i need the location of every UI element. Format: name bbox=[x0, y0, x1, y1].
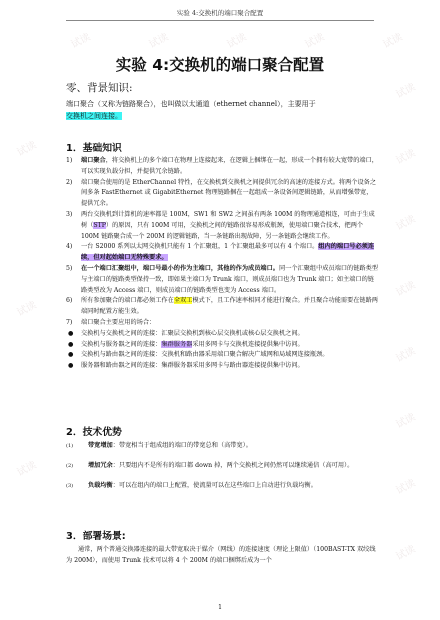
highlighted-text: 交换机之间连接。 bbox=[66, 112, 122, 120]
item-text: 两台交换机到计算机的速率都是 100M，SW1 和 SW2 之间虽有两条 100M 的物理通道相连，可由于生成树（ bbox=[81, 210, 375, 229]
bold-term: 增加冗余 bbox=[88, 461, 113, 469]
section-heading-advantages: 2．技术优势 bbox=[66, 427, 122, 438]
item-number: (1) bbox=[66, 443, 74, 449]
bold-term: 负载均衡 bbox=[88, 481, 113, 489]
advantages-list bbox=[66, 441, 378, 491]
watermark: 试读 bbox=[394, 213, 418, 233]
page-number: 1 bbox=[218, 604, 222, 611]
bullet-item bbox=[66, 329, 378, 340]
item-text: 交换机与交换机之间的连接：汇聚层交换机到核心层交换机或核心层交换机之间。 bbox=[81, 329, 304, 337]
item-text: 同一个汇聚组中成员端口的链路类型与主端口的链路类型保持一致，即如果主端口为 Trunk 端口，则成员端口也为 Trunk 端口；如主端口的链路类型改为 Access 端口，则成员端口的链路类型也变为 Access 端口。 bbox=[81, 264, 378, 294]
item-number: 5) bbox=[66, 264, 73, 272]
section-heading-basics: 1．基础知识 bbox=[66, 143, 122, 154]
highlighted-text: 组内的端口号必须连续，但对起始端口无特殊要求。 bbox=[81, 243, 375, 262]
bullet-icon: ● bbox=[68, 329, 74, 337]
basics-list bbox=[66, 156, 378, 372]
bullet-icon: ● bbox=[68, 362, 74, 370]
list-item bbox=[66, 481, 378, 492]
bold-term: 带宽增加 bbox=[88, 442, 113, 449]
watermark: 试读 bbox=[69, 31, 93, 51]
item-text: ：只要组内不是所有的端口都 down 掉，两个交换机之间仍然可以继续通信（高可用）。 bbox=[112, 461, 354, 469]
item-text: 交换机与路由器之间的连接：交换机和路由器采用端口聚合解决广域网和局域网连接瓶颈。 bbox=[81, 351, 329, 359]
item-text: ，将交换机上的多个端口在物理上连接起来，在逻辑上捆绑在一起，形成一个拥有较大宽带的端口，可以实现负载分担，并提供冗余链路。 bbox=[81, 157, 378, 175]
item-text: 交换机与服务器之间的连接： bbox=[81, 340, 162, 348]
item-text: 端口聚合使用的是 EtherChannel 特性，在交换机到交换机之间提供冗余的高速的连接方式。将两个设备之间多条 FastEthernet 或 GigabitEthernet 物理链路捆在一起组成一条设备间逻辑链路，从而增强带宽，提供冗余。 bbox=[81, 178, 377, 208]
highlighted-text: 集群服务器 bbox=[161, 340, 193, 348]
item-text: 端口聚合主要应用的场合： bbox=[81, 318, 156, 326]
list-item bbox=[66, 296, 378, 318]
list-item bbox=[66, 318, 378, 329]
list-item bbox=[66, 210, 378, 242]
list-item bbox=[66, 178, 378, 210]
watermark: 试读 bbox=[394, 477, 418, 497]
item-number: 7) bbox=[66, 318, 73, 326]
watermark: 试读 bbox=[394, 81, 418, 101]
list-item bbox=[66, 242, 378, 264]
bullet-item bbox=[66, 340, 378, 351]
page-title: 实验 4:交换机的端口聚合配置 bbox=[115, 56, 325, 74]
list-item bbox=[66, 156, 378, 178]
item-text: 采用多网卡与交换机连接提供集中访问。 bbox=[192, 340, 304, 348]
watermark: 试读 bbox=[225, 31, 249, 51]
running-header: 实验 4:交换机的端口聚合配置 bbox=[176, 9, 264, 17]
item-number: 1) bbox=[66, 157, 73, 164]
watermark: 试读 bbox=[394, 147, 418, 167]
intro-line: 端口聚合（又称为链路聚合），也叫做以太通道（ethernet channel），主要用于 bbox=[66, 100, 316, 108]
bullet-icon: ● bbox=[68, 340, 74, 348]
watermark: 试读 bbox=[15, 299, 39, 319]
highlighted-text: 全双工 bbox=[173, 297, 193, 305]
item-number: (2) bbox=[66, 462, 74, 469]
item-text: ：可以在组内的端口上配置，使流量可以在这些端口上自动进行负载均衡。 bbox=[112, 481, 317, 489]
watermark: 试读 bbox=[303, 31, 327, 51]
item-number: 4) bbox=[66, 243, 73, 251]
item-text: 所有参加聚合的端口都必须工作在 bbox=[81, 297, 174, 305]
section-heading-deployment: 3．部署场景: bbox=[66, 531, 126, 542]
item-number: 3) bbox=[66, 210, 73, 218]
highlighted-text: STP bbox=[93, 221, 106, 229]
bold-term: 端口聚合 bbox=[81, 157, 106, 164]
watermark: 试读 bbox=[15, 139, 39, 159]
bullet-item bbox=[66, 350, 378, 361]
bullet-item bbox=[66, 361, 378, 372]
item-number: (3) bbox=[66, 482, 74, 489]
item-text: 服务器和路由器之间的连接：集群服务器采用多网卡与路由器连接提供集中访问。 bbox=[81, 362, 304, 370]
watermark: 试读 bbox=[394, 279, 418, 299]
list-item bbox=[66, 264, 378, 296]
background-heading: 零、背景知识: bbox=[66, 82, 133, 94]
paragraph-text: 通常，两个普通交换器连接的最大带宽取决于媒介（网线）的连接速度（理论上限值）（100BAST-TX 双绞线为 200M），而使用 Trunk 技术可以将 4 个 200M 的端口捆绑后成为一个 bbox=[66, 546, 376, 564]
watermark: 试读 bbox=[147, 31, 171, 51]
item-text: 模式下，且工作速率相同才能进行聚合。并且聚合功能需要在链路两端同时配置方能生效。 bbox=[81, 297, 378, 316]
list-item bbox=[66, 461, 378, 472]
list-item bbox=[66, 441, 378, 452]
item-number: 2) bbox=[66, 178, 73, 186]
item-text: 一台 S2000 系列以太网交换机只能有 1 个汇聚组，1 个汇聚组最多可以有 4 个端口。 bbox=[81, 243, 319, 251]
intro-paragraph bbox=[66, 98, 378, 122]
deployment-paragraph bbox=[66, 545, 378, 567]
watermark: 试读 bbox=[394, 543, 418, 563]
watermark: 试读 bbox=[394, 345, 418, 365]
bullet-icon: ● bbox=[68, 351, 74, 359]
item-text: ：带宽相当于组成组的端口的带宽总和（高带宽）。 bbox=[112, 442, 252, 449]
header-rule bbox=[66, 20, 374, 21]
item-text: ）的原因，只有 100M 可用，交换机之间的链路很容易形成瓶颈，使用端口聚合技术，把两个 100M 链路聚合成一个 200M 的逻辑链路，当一条链路出现故障，另一条链路会继续工作。 bbox=[81, 221, 364, 240]
watermark: 试读 bbox=[394, 411, 418, 431]
watermark: 试读 bbox=[15, 459, 39, 479]
bold-term: 在一个端口汇聚组中，端口号最小的作为主端口，其他的作为成员端口。 bbox=[81, 264, 279, 272]
item-number: 6) bbox=[66, 297, 73, 305]
watermark: 试读 bbox=[381, 31, 405, 51]
